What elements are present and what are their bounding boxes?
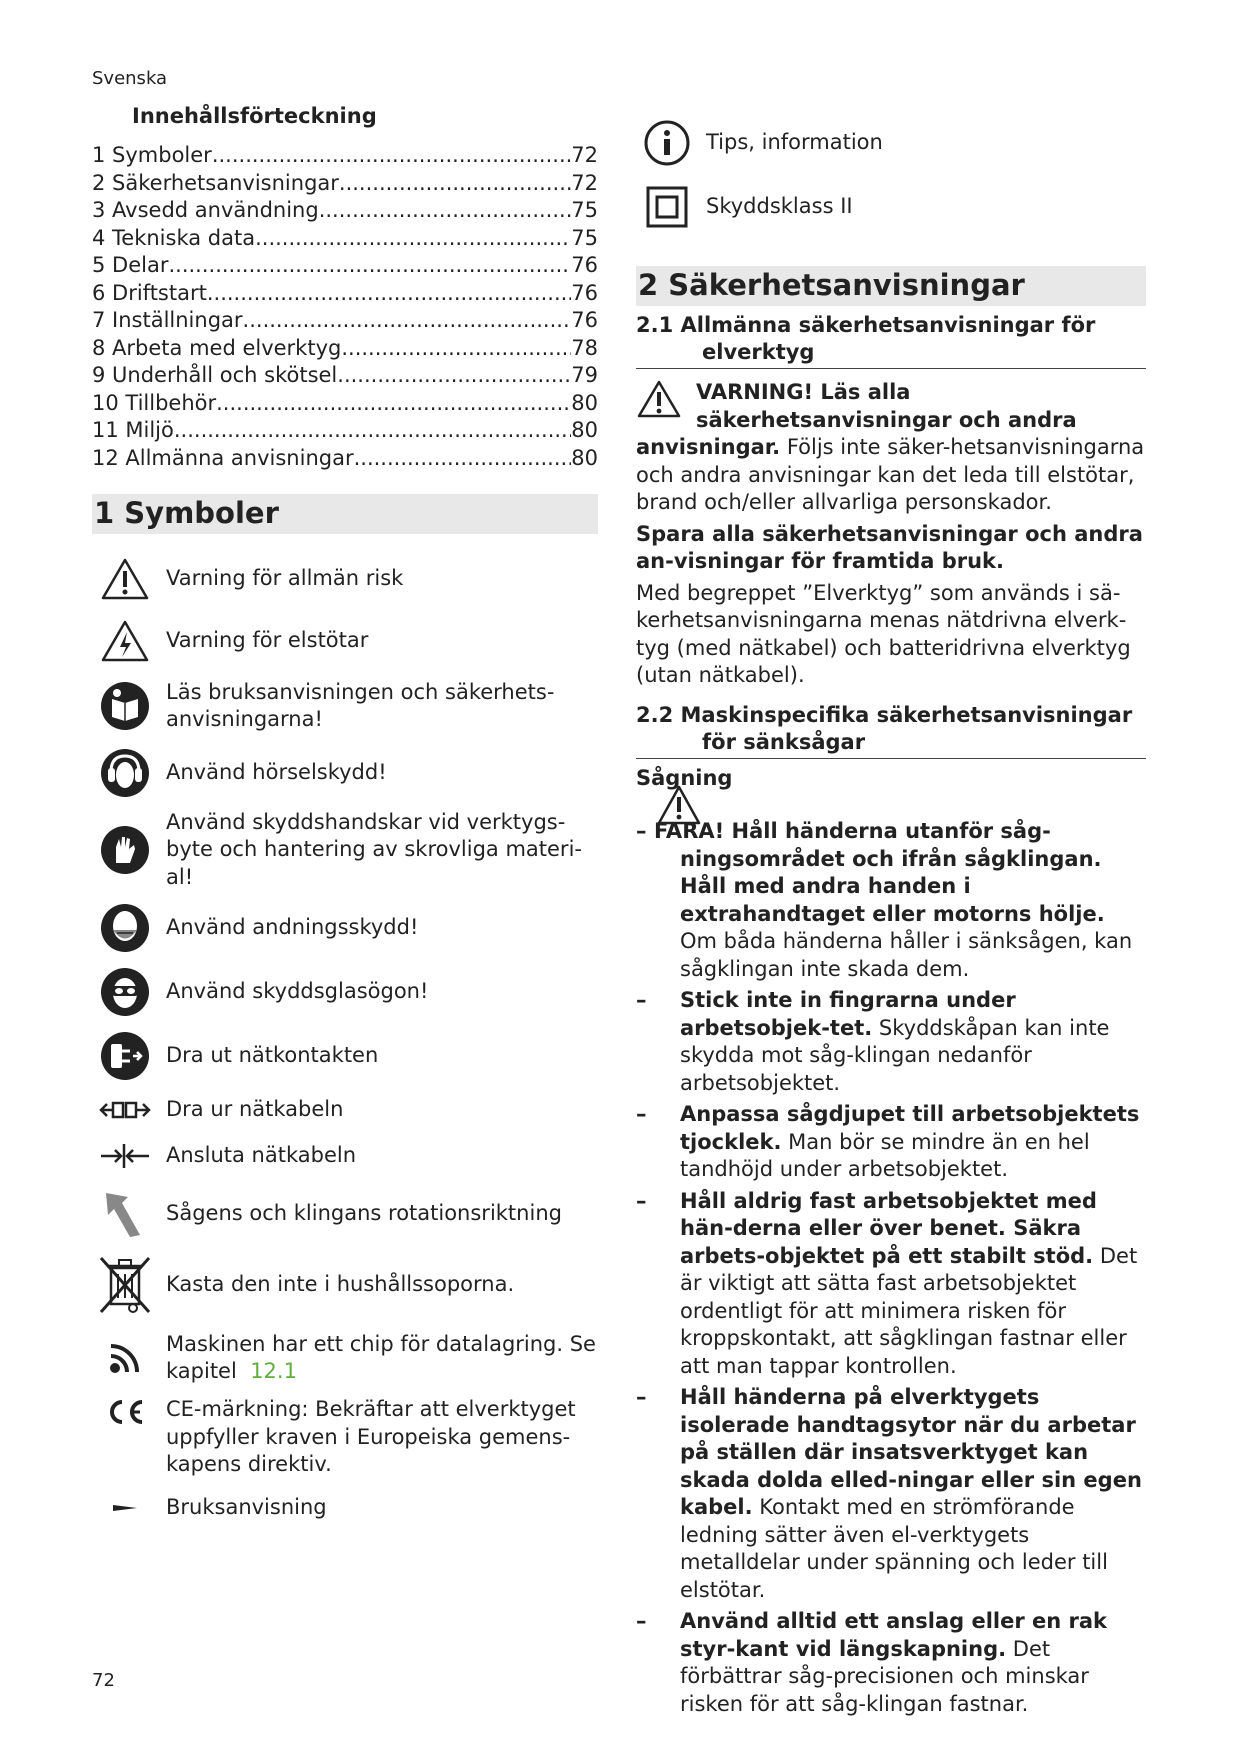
goggles-icon: [92, 967, 158, 1017]
warning-triangle-icon: [636, 379, 696, 425]
no-household-waste-icon: [92, 1254, 158, 1316]
symbol-row: Skyddsklass II: [636, 180, 1146, 234]
manual-arrow-icon: [92, 1502, 158, 1514]
list-item: – FARA! Håll händerna utanför såg-ningsområdet och ifrån sågklingan. Håll med andra handen i extrahandtaget eller motorns hölje. Om båda händerna håller i sänksågen, kan sågklingan inte skada dem.: [636, 819, 1133, 981]
subsection-heading-2-1: 2.1 Allmänna säkerhetsanvisningar för elverktyg: [636, 312, 1146, 369]
toc-entry[interactable]: 7 Inställningar ..... 76: [92, 307, 598, 335]
toc-entry[interactable]: 4 Tekniska data ..... 75: [92, 225, 598, 253]
list-item: – Anpassa sågdjupet till arbetsobjektets tjocklek. Man bör se mindre än en hel tandhöjd under arbetsobjektet.: [636, 1102, 1140, 1181]
toc-entry[interactable]: 6 Driftstart ..... 76: [92, 280, 598, 308]
symbol-row: Dra ur nätkabeln: [92, 1088, 598, 1132]
warning-triangle-icon: [92, 557, 158, 601]
safety-list: [636, 818, 1146, 1718]
toc-entry[interactable]: 1 Symboler ..... 72: [92, 142, 598, 170]
connect-cable-icon: [92, 1142, 158, 1170]
symbol-row: CE-märkning: Bekräftar att elverktyget uppfyller kraven i Europeiska gemens-kapens direktiv.: [92, 1396, 598, 1480]
data-chip-icon: [92, 1340, 158, 1376]
ce-mark-icon: [92, 1396, 158, 1426]
info-icon: [636, 120, 698, 166]
toc-entry[interactable]: 12 Allmänna anvisningar ..... 80: [92, 445, 598, 473]
toc-entry[interactable]: 11 Miljö ..... 80: [92, 417, 598, 445]
read-manual-icon: [92, 681, 158, 731]
symbol-row: Varning för elstötar: [92, 616, 598, 666]
section-heading-symbols: 1 Symboler: [92, 494, 598, 534]
electric-shock-icon: [92, 619, 158, 663]
disconnect-cable-icon: [92, 1098, 158, 1122]
symbol-row: Använd skyddsglasögon!: [92, 966, 598, 1018]
list-item: – Håll händerna på elverktygets isolerade handtagsytor när du arbetar på ställen där insatsverktyget kan skada dolda elled-ningar eller sin egen kabel. Kontakt med en strömförande ledning sätter även el-verktygets metalldelar under spänning och leder till elstötar.: [636, 1385, 1142, 1602]
sawing-heading: Sågning: [636, 765, 733, 790]
symbol-row: Maskinen har ett chip för datalagring. Se kapitel 12.1: [92, 1330, 598, 1386]
list-item: – Stick inte in fingrarna under arbetsobjek-tet. Skyddskåpan kan inte skydda mot såg-klingan nedanför arbetsobjektet.: [636, 988, 1110, 1095]
symbol-row: Dra ut nätkontakten: [92, 1030, 598, 1082]
term-definition: Med begreppet ”Elverktyg” som används i sä-kerhetsanvisningarna menas nätdrivna elverk-tyg (med nätkabel) och batteridrivna elverktyg (utan nätkabel).: [636, 580, 1131, 687]
list-item: – Håll aldrig fast arbetsobjektet med hän-derna eller över benet. Säkra arbets-objektet på ett stabilt stöd. Det är viktigt att sätta fast arbetsobjektet ordentligt för att minimera risken för kroppskontakt, att sågklingan fastnar eller att man tappar kontrollen.: [636, 1188, 1138, 1378]
symbol-row: Använd hörselskydd!: [92, 746, 598, 800]
warning-paragraph: VARNING! Läs alla säkerhetsanvisningar och andra anvisningar. Följs inte säker-hetsanvisningarna och andra anvisningar kan det leda till elstötar, brand och/eller allvarliga personskador.: [636, 380, 1145, 514]
right-column: [636, 116, 1146, 1722]
toc-entry[interactable]: 8 Arbeta med elverktyg ..... 78: [92, 335, 598, 363]
list-item: – Använd alltid ett anslag eller en rak styr-kant vid längskapning. Det förbättrar såg-precisionen och minskar risken för att såg-klingan fastnar.: [636, 1609, 1108, 1716]
symbol-row: Varning för allmän risk: [92, 554, 598, 604]
toc-entry[interactable]: 9 Underhåll och skötsel ..... 79: [92, 362, 598, 390]
toc-list: [92, 142, 598, 472]
left-column: [92, 104, 598, 1526]
rotation-arrow-icon: [92, 1189, 158, 1239]
symbol-row: Använd andningsskydd!: [92, 902, 598, 954]
chapter-link[interactable]: 12.1: [250, 1359, 297, 1383]
symbol-row: Ansluta nätkabeln: [92, 1134, 598, 1178]
symbol-row: Kasta den inte i hushållssoporna.: [92, 1250, 598, 1320]
symbol-row: Använd skyddshandskar vid verktygs-byte och hantering av skrovliga materi-al!: [92, 808, 598, 892]
symbol-row: Läs bruksanvisningen och säkerhets-anvisningarna!: [92, 678, 598, 734]
subsection-heading-2-2: 2.2 Maskinspecifika säkerhetsanvisningar för sänksågar: [636, 702, 1146, 759]
toc-entry[interactable]: 2 Säkerhetsanvisningar ..... 72: [92, 170, 598, 198]
save-instructions: Spara alla säkerhetsanvisningar och andra an-visningar för framtida bruk.: [636, 521, 1143, 573]
symbol-row: Bruksanvisning: [92, 1490, 598, 1526]
page-number: 72: [92, 1670, 115, 1691]
hearing-protection-icon: [92, 748, 158, 798]
toc-entry[interactable]: 3 Avsedd användning ..... 75: [92, 197, 598, 225]
section-heading-safety: 2 Säkerhetsanvisningar: [636, 266, 1146, 306]
toc-entry[interactable]: 5 Delar ..... 76: [92, 252, 598, 280]
symbol-row: Sågens och klingans rotationsriktning: [92, 1186, 598, 1242]
toc-entry[interactable]: 10 Tillbehör ..... 80: [92, 390, 598, 418]
gloves-icon: [92, 825, 158, 875]
toc-title: Innehållsförteckning: [132, 104, 377, 128]
language-label: Svenska: [92, 68, 168, 89]
class2-icon: [636, 185, 698, 229]
symbol-row: Tips, information: [636, 116, 1146, 170]
respirator-icon: [92, 903, 158, 953]
unplug-icon: [92, 1031, 158, 1081]
